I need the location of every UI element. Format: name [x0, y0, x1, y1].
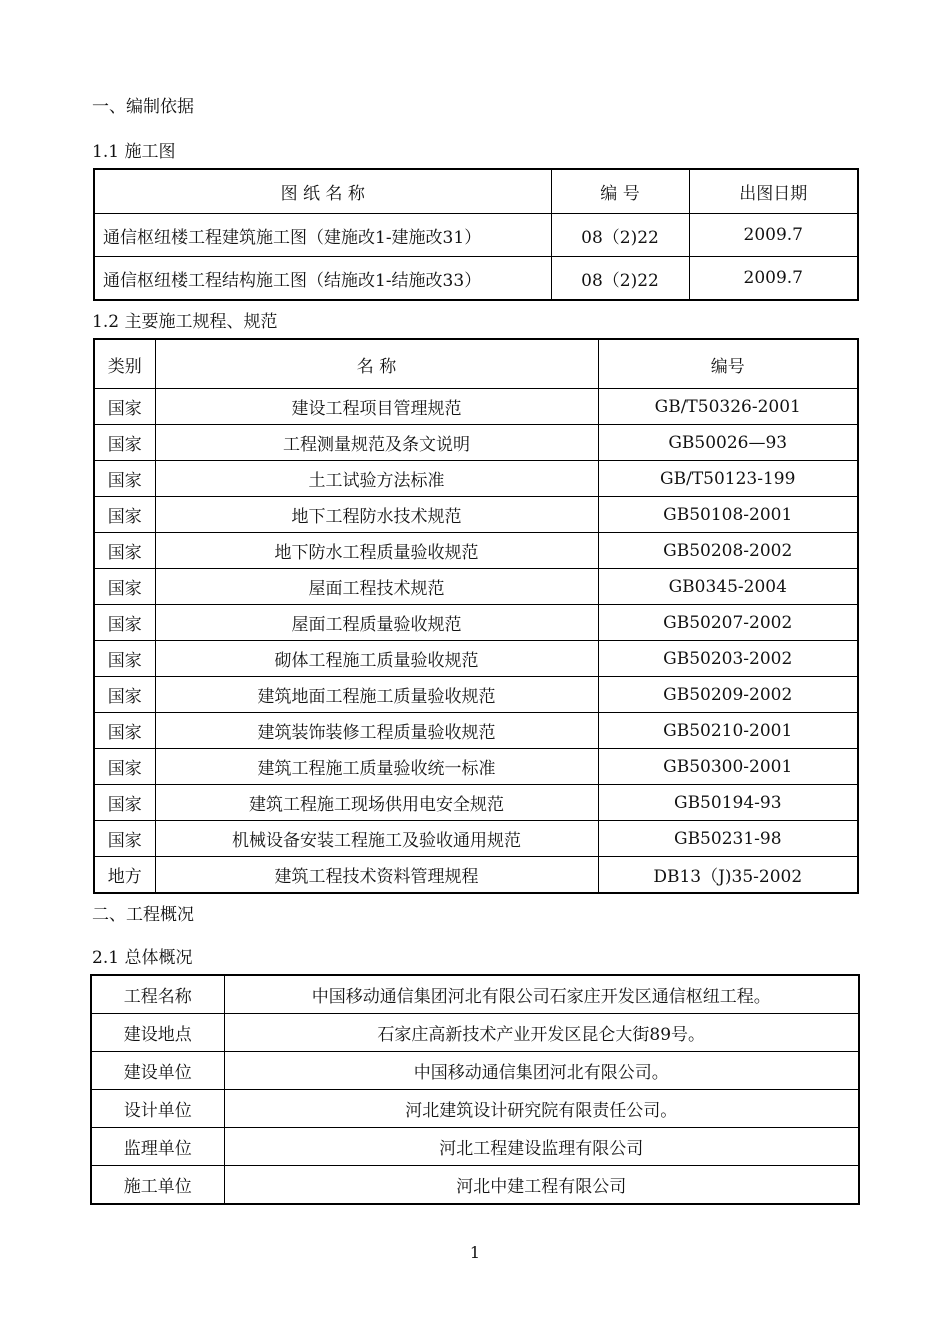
- drawing-name: 通信枢纽楼工程结构施工图（结施改1-结施改33）: [94, 257, 551, 301]
- table-row: [94, 749, 858, 785]
- drawing-date: 2009.7: [689, 214, 858, 257]
- standard-name: 建筑工程技术资料管理规程: [155, 857, 598, 894]
- standard-code: GB50194-93: [598, 785, 858, 821]
- standard-name: 屋面工程质量验收规范: [155, 605, 598, 641]
- standard-name: 机械设备安装工程施工及验收通用规范: [155, 821, 598, 857]
- table-row: [94, 533, 858, 569]
- table-row: [94, 389, 858, 425]
- standard-code: GB50209-2002: [598, 677, 858, 713]
- overview-table: [90, 974, 860, 1205]
- standard-name: 建设工程项目管理规范: [155, 389, 598, 425]
- section-1-title: 一、编制依据: [92, 97, 194, 117]
- overview-value: 石家庄高新技术产业开发区昆仑大街89号。: [224, 1014, 859, 1052]
- standard-name: 砌体工程施工质量验收规范: [155, 641, 598, 677]
- table-row: [94, 713, 858, 749]
- standard-name: 土工试验方法标准: [155, 461, 598, 497]
- standard-name: 地下工程防水技术规范: [155, 497, 598, 533]
- overview-label: 建设地点: [91, 1014, 224, 1052]
- standard-code: GB50207-2002: [598, 605, 858, 641]
- standard-code: GB0345-2004: [598, 569, 858, 605]
- standard-name: 屋面工程技术规范: [155, 569, 598, 605]
- standard-code: GB/T50123-199: [598, 461, 858, 497]
- table-row: [94, 821, 858, 857]
- standard-code: GB50026—93: [598, 425, 858, 461]
- standard-code: GB50203-2002: [598, 641, 858, 677]
- standards-table: [93, 338, 859, 894]
- standard-name: 建筑地面工程施工质量验收规范: [155, 677, 598, 713]
- standard-category: 国家: [94, 389, 155, 425]
- standard-code: GB50210-2001: [598, 713, 858, 749]
- standards-header-code: 编号: [598, 339, 858, 389]
- overview-value: 河北建筑设计研究院有限责任公司。: [224, 1090, 859, 1128]
- overview-value: 中国移动通信集团河北有限公司石家庄开发区通信枢纽工程。: [224, 975, 859, 1014]
- standard-category: 国家: [94, 713, 155, 749]
- standard-category: 国家: [94, 461, 155, 497]
- standard-category: 国家: [94, 605, 155, 641]
- standard-name: 工程测量规范及条文说明: [155, 425, 598, 461]
- drawing-number: 08（2)22: [551, 214, 689, 257]
- standard-code: GB50108-2001: [598, 497, 858, 533]
- drawing-number: 08（2)22: [551, 257, 689, 301]
- standard-name: 建筑工程施工质量验收统一标准: [155, 749, 598, 785]
- table-row: [94, 569, 858, 605]
- table-row: [94, 641, 858, 677]
- drawing-name: 通信枢纽楼工程建筑施工图（建施改1-建施改31）: [94, 214, 551, 257]
- overview-label: 设计单位: [91, 1090, 224, 1128]
- standard-code: GB50300-2001: [598, 749, 858, 785]
- table-row: [91, 1166, 859, 1205]
- standard-category: 国家: [94, 533, 155, 569]
- table-row: [94, 257, 858, 301]
- overview-value: 河北工程建设监理有限公司: [224, 1128, 859, 1166]
- standard-category: 国家: [94, 677, 155, 713]
- table-row: [91, 1014, 859, 1052]
- table-row: [94, 461, 858, 497]
- table-row: [94, 214, 858, 257]
- overview-value: 河北中建工程有限公司: [224, 1166, 859, 1205]
- table-row: [91, 1128, 859, 1166]
- table-row: [94, 677, 858, 713]
- section-1-1-title: 1.1 施工图: [92, 142, 176, 162]
- standard-code: GB/T50326-2001: [598, 389, 858, 425]
- overview-label: 监理单位: [91, 1128, 224, 1166]
- standard-category: 国家: [94, 821, 155, 857]
- drawings-header-number: 编 号: [551, 169, 689, 214]
- standard-category: 国家: [94, 425, 155, 461]
- standard-category: 国家: [94, 569, 155, 605]
- table-row: [94, 785, 858, 821]
- standard-category: 国家: [94, 749, 155, 785]
- table-row: [91, 975, 859, 1014]
- standard-code: DB13（J)35-2002: [598, 857, 858, 894]
- table-row: [94, 857, 858, 894]
- table-row: [94, 605, 858, 641]
- standards-header-row: [94, 339, 858, 389]
- standards-header-category: 类别: [94, 339, 155, 389]
- standard-code: GB50231-98: [598, 821, 858, 857]
- overview-label: 建设单位: [91, 1052, 224, 1090]
- table-row: [94, 425, 858, 461]
- table-row: [94, 497, 858, 533]
- section-2-1-title: 2.1 总体概况: [92, 948, 193, 968]
- standard-name: 地下防水工程质量验收规范: [155, 533, 598, 569]
- standard-category: 国家: [94, 785, 155, 821]
- standard-name: 建筑工程施工现场供用电安全规范: [155, 785, 598, 821]
- drawings-header-date: 出图日期: [689, 169, 858, 214]
- section-2-title: 二、工程概况: [92, 905, 194, 925]
- standards-header-name: 名 称: [155, 339, 598, 389]
- overview-value: 中国移动通信集团河北有限公司。: [224, 1052, 859, 1090]
- drawings-header-row: [94, 169, 858, 214]
- table-row: [91, 1090, 859, 1128]
- standard-category: 国家: [94, 641, 155, 677]
- standard-category: 国家: [94, 497, 155, 533]
- standard-name: 建筑装饰装修工程质量验收规范: [155, 713, 598, 749]
- standard-code: GB50208-2002: [598, 533, 858, 569]
- page-number: 1: [469, 1243, 481, 1262]
- section-1-2-title: 1.2 主要施工规程、规范: [92, 312, 278, 332]
- drawings-table: [93, 168, 859, 301]
- overview-label: 施工单位: [91, 1166, 224, 1205]
- table-row: [91, 1052, 859, 1090]
- overview-label: 工程名称: [91, 975, 224, 1014]
- standard-category: 地方: [94, 857, 155, 894]
- drawing-date: 2009.7: [689, 257, 858, 301]
- drawings-header-name: 图 纸 名 称: [94, 169, 551, 214]
